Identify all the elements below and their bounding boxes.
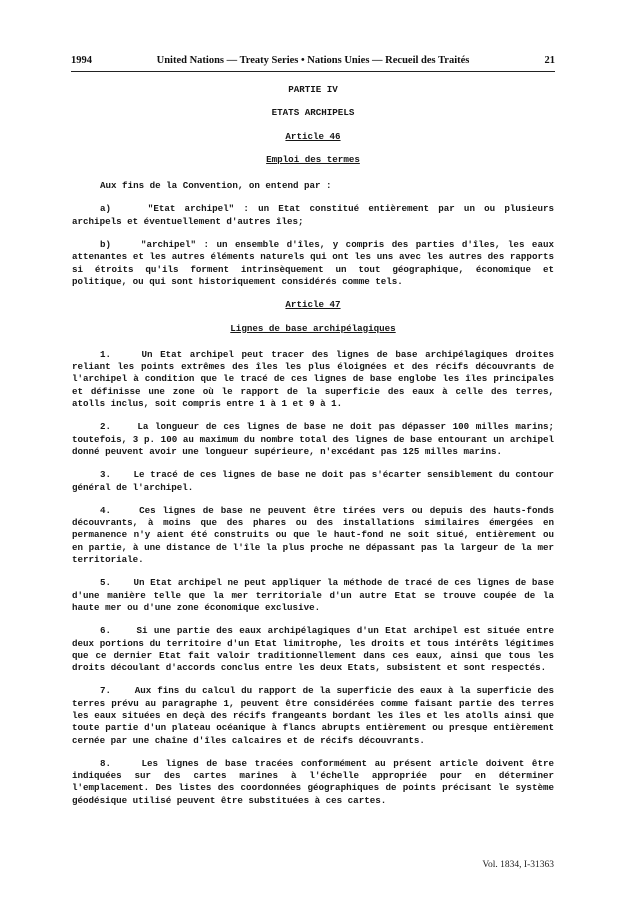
article-46-title: Emploi des termes bbox=[266, 153, 360, 165]
page-number-left: 1994 bbox=[71, 55, 92, 66]
article-47-paragraph-7: 7. Aux fins du calcul du rapport de la superficie des eaux à la superficie des terres prévu au paragraphe 1, peuvent être considérées comme faisant partie des terres les eaux situées en deçà des récifs frangeants bordant les îles et les atolls ainsi que toute partie d'un plateau océanique à flancs abrupts entièrement ou presque entièrement cernée par une chaîne d'îles calcaires et de récifs découvrants. bbox=[72, 685, 554, 746]
page-body bbox=[72, 84, 554, 807]
article-46-heading: Article 46 bbox=[285, 130, 341, 142]
article-47-title: Lignes de base archipélagiques bbox=[230, 322, 396, 334]
article-47-paragraph-4: 4. Ces lignes de base ne peuvent être tirées vers ou depuis des hauts-fonds découvrants, à moins que des phares ou des installations similaires émergées en permanence n'y aient été construits ou que le haut-fond ne soit situé, entièrement ou en partie, à une distance de l'île la plus proche ne dépassant pas la largeur de la mer territoriale. bbox=[72, 504, 554, 566]
article-47-paragraph-5: 5. Un Etat archipel ne peut appliquer la méthode de tracé de ces lignes de base d'une manière telle que la mer territoriale d'un autre Etat se trouve coupée de la haute mer ou d'une zone économique exclusive. bbox=[72, 577, 554, 613]
article-46-item-b: b) "archipel" : un ensemble d'îles, y compris des parties d'îles, les eaux attenantes et les autres éléments naturels qui ont les uns avec les autres des rapports si étroits qu'ils forment intrinsèquement un tout géographique, économique et politique, ou qui sont historiquement considérés comme tels. bbox=[72, 239, 554, 287]
volume-reference: Vol. 1834, I-31363 bbox=[482, 860, 554, 870]
article-47-heading: Article 47 bbox=[285, 299, 341, 311]
running-title: United Nations — Treaty Series • Nations Unies — Recueil des Traités bbox=[156, 55, 470, 66]
part-title: PARTIE IV bbox=[288, 84, 338, 95]
article-46-item-a: a) "Etat archipel" : un Etat constitué entièrement par un ou plusieurs archipels et éventuellement d'autres îles; bbox=[72, 203, 554, 227]
page-number-right: 21 bbox=[544, 55, 555, 66]
article-47-paragraph-2: 2. La longueur de ces lignes de base ne doit pas dépasser 100 milles marins; toutefois, 3 p. 100 au maximum du nombre total des lignes de base entourant un archipel donné peuvent avoir une longueur supérieure, n'excédant pas 125 milles marins. bbox=[72, 421, 554, 457]
header-divider bbox=[71, 71, 555, 72]
article-47-paragraph-1: 1. Un Etat archipel peut tracer des lignes de base archipélagiques droites reliant les points extrêmes des îles les plus éloignées et des récifs découvrants de l'archipel à condition que le tracé de ces lignes de base englobe les îles principales et définisse une zone où le rapport de la superficie des eaux à celle des terres, atolls inclus, soit compris entre 1 à 1 et 9 à 1. bbox=[72, 348, 554, 410]
article-47-paragraph-3: 3. Le tracé de ces lignes de base ne doit pas s'écarter sensiblement du contour général de l'archipel. bbox=[72, 469, 554, 493]
article-47-paragraph-8: 8. Les lignes de base tracées conformément au présent article doivent être indiquées sur des cartes marines à l'échelle appropriée pour en déterminer l'emplacement. Des listes des coordonnées géographiques de points précisant le système géodésique utilisé peuvent être substituées à ces cartes. bbox=[72, 757, 554, 806]
part-subtitle: ETATS ARCHIPELS bbox=[271, 107, 355, 119]
page-header bbox=[71, 55, 555, 71]
article-46-intro: Aux fins de la Convention, on entend par : bbox=[100, 180, 332, 192]
article-47-paragraph-6: 6. Si une partie des eaux archipélagiques d'un Etat archipel est située entre deux portions du territoire d'un Etat limitrophe, les droits et tous intérêts légitimes que ce dernier Etat fait valoir traditionnellement dans ces eaux, ainsi que tous les droits découlant d'accords conclus entre les deux Etats, subsistent et sont respectés. bbox=[72, 625, 554, 674]
